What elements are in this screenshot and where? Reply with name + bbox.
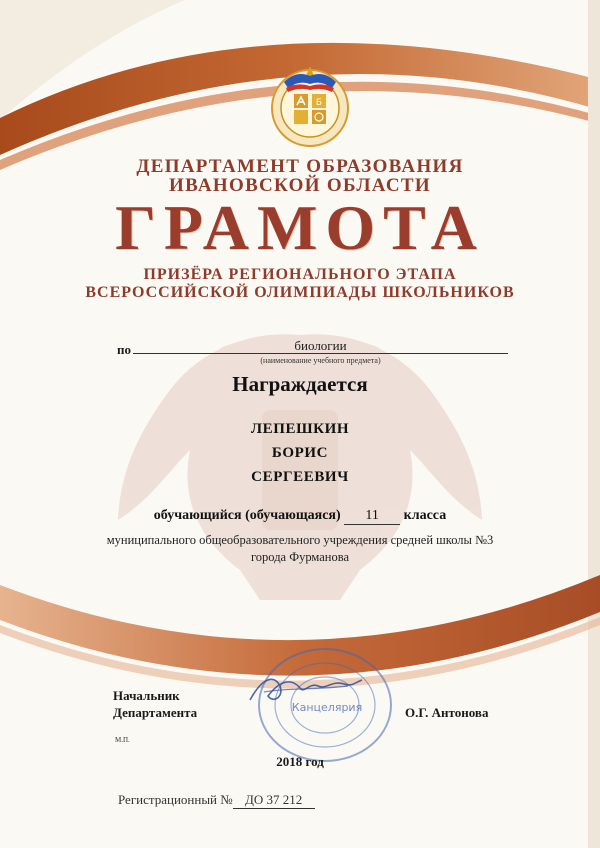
school-name (0, 532, 600, 566)
student-grade-line (0, 508, 600, 525)
registration-number-suffix: 212 (282, 792, 303, 807)
department-heading (0, 157, 600, 195)
recipient-last-name: ЛЕПЕШКИН (250, 421, 350, 437)
issue-year: 2018 год (276, 754, 324, 769)
signatory-title (113, 687, 197, 721)
student-prefix: обучающийся (обучающаяся) (153, 508, 341, 523)
subtitle-line-1: ПРИЗЁРА РЕГИОНАЛЬНОГО ЭТАПА (143, 266, 457, 283)
signatory-name: О.Г. Антонова (405, 705, 489, 720)
student-suffix: класса (403, 508, 447, 523)
subtitle-line-2: ВСЕРОССИЙСКОЙ ОЛИМПИАДЫ ШКОЛЬНИКОВ (85, 284, 515, 301)
signatory-title-line-1: Начальник (113, 688, 180, 703)
subject-hint: (наименование учебного предмета) (260, 356, 381, 365)
recipient-patronymic: СЕРГЕЕВИЧ (251, 469, 349, 485)
school-line-2: города Фурманова (250, 550, 350, 564)
registration-number: ДО 37 (245, 792, 280, 807)
certificate-title: ГРАМОТА (115, 192, 485, 263)
awarded-heading: Награждается (232, 372, 368, 396)
registration-number-field (233, 792, 315, 809)
signatory-title-line-2: Департамента (113, 705, 198, 720)
registration-line (118, 792, 315, 809)
seal-place-label: М.П. (115, 736, 130, 744)
department-line-1: ДЕПАРТАМЕНТ ОБРАЗОВАНИЯ (136, 156, 464, 177)
school-line-1: муниципального общеобразовательного учреждения средней школы №3 (106, 533, 494, 547)
handwritten-signature (244, 670, 364, 710)
recipient-first-name: БОРИС (271, 445, 329, 461)
certificate-subtitle (0, 266, 600, 302)
svg-text:Б: Б (315, 98, 323, 108)
subject-label: по (117, 342, 131, 357)
grade-value: 11 (344, 508, 400, 525)
subject-value: биологии (294, 338, 347, 353)
stamp-center-text: Канцелярия (291, 701, 363, 714)
registration-label: Регистрационный № (118, 792, 233, 807)
department-line-2: ИВАНОВСКОЙ ОБЛАСТИ (169, 175, 431, 196)
olympiad-emblem-icon (266, 60, 354, 148)
